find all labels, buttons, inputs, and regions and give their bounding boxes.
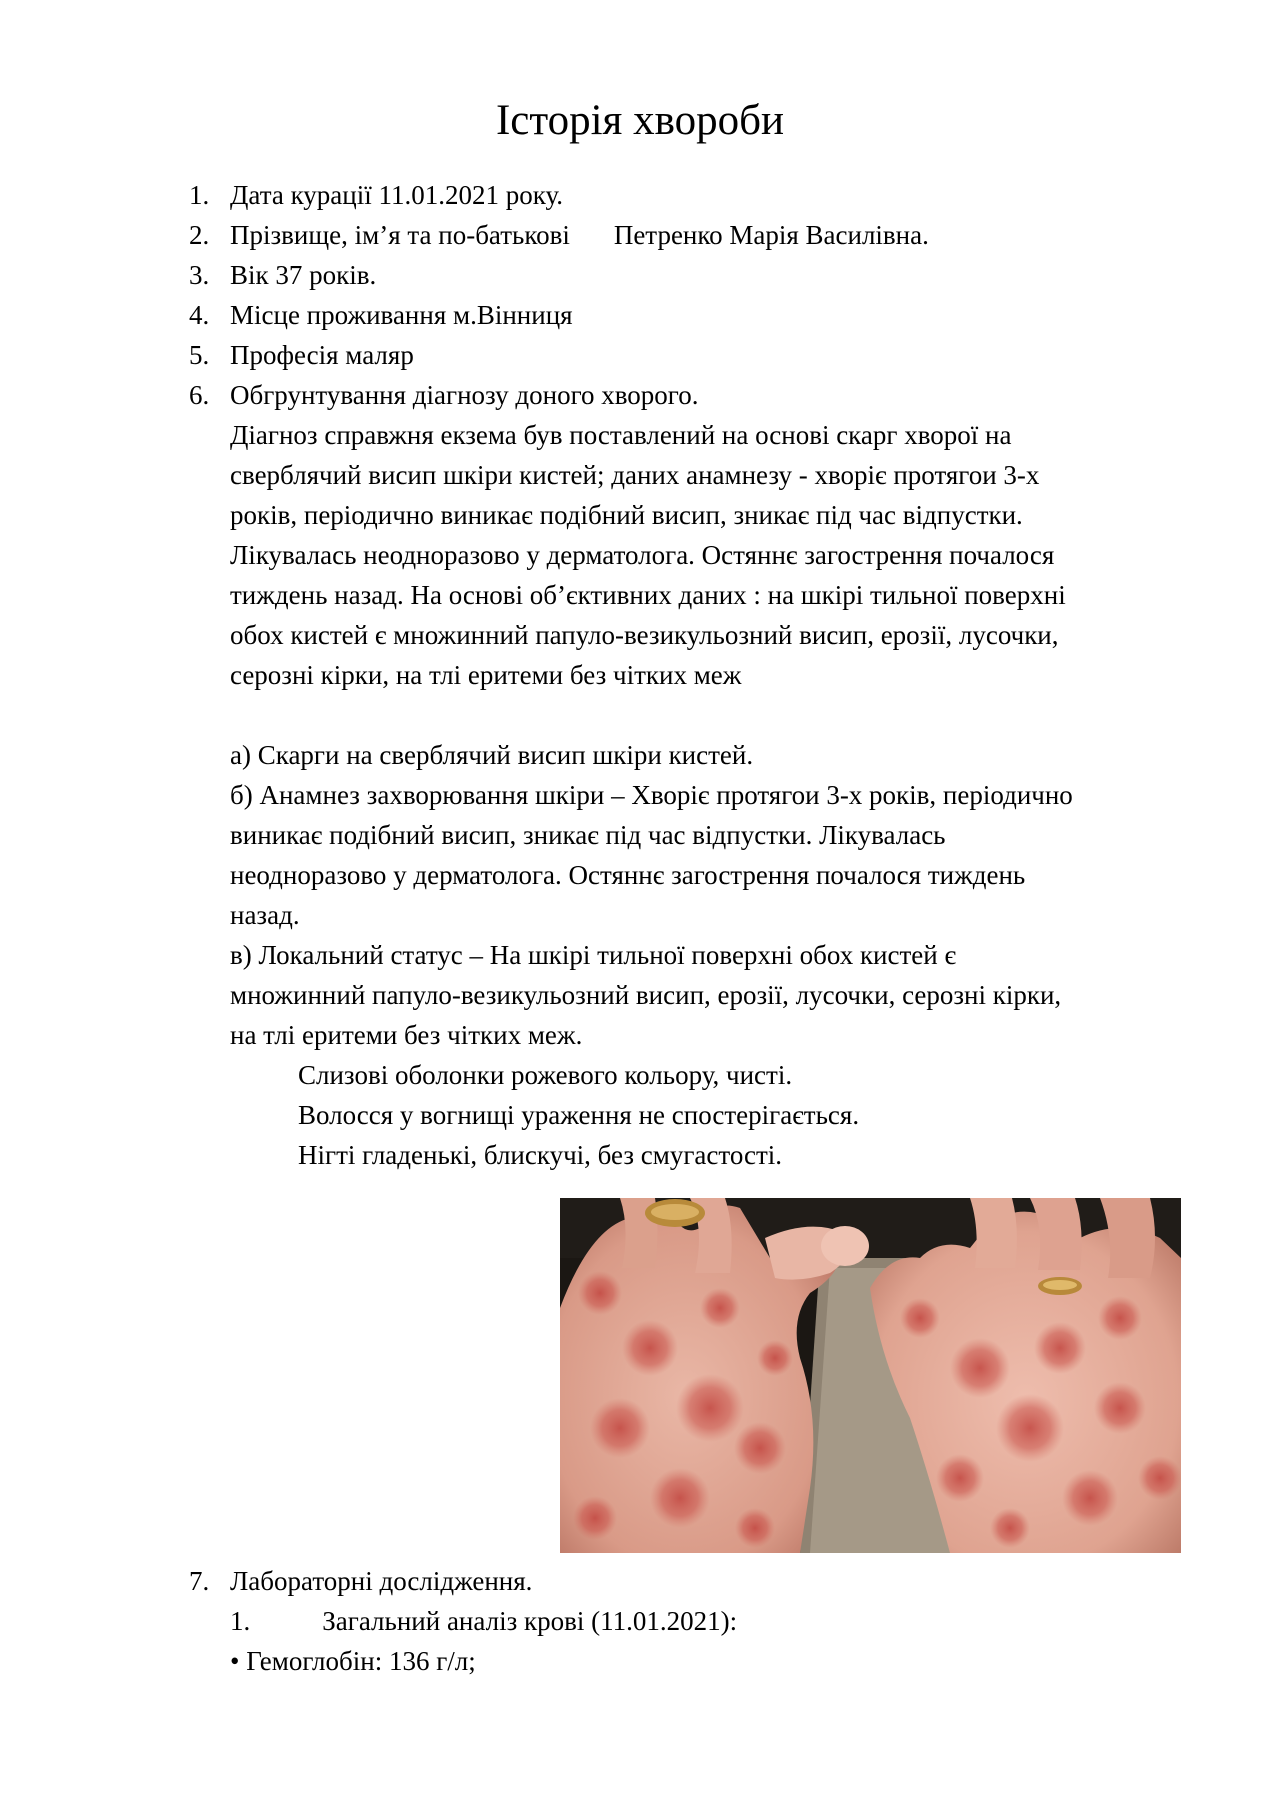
diagnosis-line: Діагноз справжня екзема був поставлений на основі скарг хворої на [230, 420, 1012, 450]
diagnosis-line: тиждень назад. На основі об’єктивних даних : на шкірі тильної поверхні [230, 580, 1066, 610]
item-number-6: 6. [189, 380, 210, 410]
diagnosis-line: обох кистей є множинний папуло-везикульозний висип, ерозії, лусочки, [230, 620, 1059, 650]
item-diagnosis-heading: Обгрунтування діагнозу доного хворого. [230, 380, 699, 410]
patient-name-label: Прізвище, ім’я та по-батькові [230, 220, 570, 250]
item-profession: Професія маляр [230, 340, 414, 370]
item-number-1: 1. [189, 180, 210, 210]
item-patient-name [230, 222, 929, 249]
diagnosis-line: Лікувалась неодноразово у дерматолога. Остяннє загострення почалося [230, 540, 1055, 570]
complaints-line: а) Скарги на сверблячий висип шкіри кистей. [230, 740, 754, 770]
item-residence: Місце проживання м.Вінниця [230, 300, 573, 330]
diagnosis-line: років, періодично виникає подібний висип, зникає під час відпустки. [230, 500, 1023, 530]
hair-line: Волосся у вогнищі ураження не спостерігається. [298, 1100, 860, 1130]
lab-subitem-text: Загальний аналіз крові (11.01.2021): [322, 1606, 738, 1636]
local-status-line: в) Локальний статус – На шкірі тильної поверхні обох кистей є [230, 940, 957, 970]
eczema-hands-photo [560, 1198, 1181, 1553]
local-status-line: на тлі еритеми без чітких меж. [230, 1020, 583, 1050]
item-number-2: 2. [189, 220, 210, 250]
document-title: Історія хвороби [495, 97, 784, 144]
item-number-4: 4. [189, 300, 210, 330]
item-number-5: 5. [189, 340, 210, 370]
anamnesis-line: б) Анамнез захворювання шкіри – Хворіє протягои 3-х років, періодично [230, 780, 1073, 810]
lab-heading: Лабораторні дослідження. [230, 1566, 533, 1596]
local-status-line: множинний папуло-везикульозний висип, ерозії, лусочки, серозні кірки, [230, 980, 1062, 1010]
diagnosis-line: серозні кірки, на тлі еритеми без чітких меж [230, 660, 742, 690]
mucosa-line: Слизові оболонки рожевого кольору, чисті. [298, 1060, 793, 1090]
anamnesis-line: неодноразово у дерматолога. Остяннє загострення почалося тиждень [230, 860, 1026, 890]
anamnesis-line: назад. [230, 900, 300, 930]
nails-line: Нігті гладенькі, блискучі, без смугастості. [298, 1140, 783, 1170]
diagnosis-line: сверблячий висип шкіри кистей; даних анамнезу - хворіє протягои 3-х [230, 460, 1040, 490]
hemoglobin-bullet: • Гемоглобін: 136 г/л; [230, 1646, 476, 1676]
anamnesis-line: виникає подібний висип, зникає під час відпустки. Лікувалась [230, 820, 946, 850]
item-number-3: 3. [189, 260, 210, 290]
lab-subitem-number: 1. [230, 1606, 251, 1636]
item-number-7: 7. [189, 1566, 210, 1596]
item-curation-date: Дата курації 11.01.2021 року. [230, 180, 564, 210]
lab-subitem [230, 1608, 737, 1635]
item-age: Вік 37 років. [230, 260, 377, 290]
patient-name-value: Петренко Марія Василівна. [613, 220, 929, 250]
